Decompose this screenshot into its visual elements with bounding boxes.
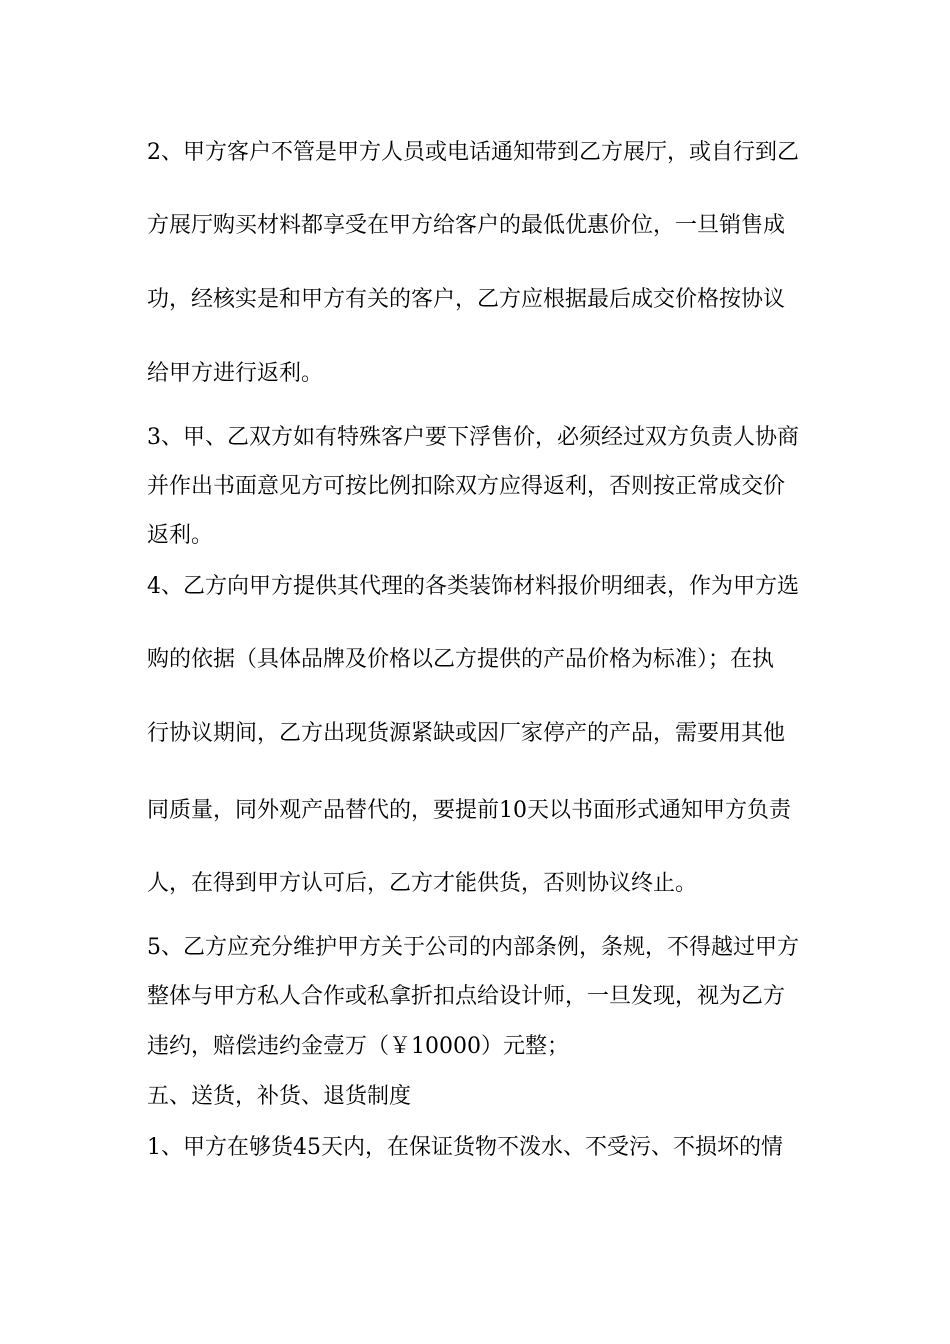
text-line: 同质量，同外观产品替代的，要提前10天以书面形式通知甲方负责	[147, 798, 791, 823]
section-heading: 五、送货，补货、退货制度	[147, 1084, 412, 1109]
text-line: 返利。	[147, 523, 214, 548]
text-line: 并作出书面意见方可按比例扣除双方应得返利，否则按正常成交价	[147, 474, 786, 499]
text-line: 2、甲方客户不管是甲方人员或电话通知带到乙方展厅，或自行到乙	[147, 140, 799, 165]
text-line: 4、乙方向甲方提供其代理的各类装饰材料报价明细表，作为甲方选	[147, 574, 799, 599]
text-line: 功，经核实是和甲方有关的客户，乙方应根据最后成交价格按协议	[147, 287, 786, 312]
text-line: 整体与甲方私人合作或私拿折扣点给设计师，一旦发现，视为乙方	[147, 984, 786, 1009]
text-line: 3、甲、乙双方如有特殊客户要下浮售价，必须经过双方负责人协商	[147, 425, 799, 450]
text-line: 违约，赔偿违约金壹万（￥10000）元整；	[147, 1034, 569, 1059]
text-line: 1、甲方在够货45天内，在保证货物不泼水、不受污、不损坏的情	[147, 1135, 783, 1160]
text-line: 人，在得到甲方认可后，乙方才能供货，否则协议终止。	[147, 871, 698, 896]
text-line: 给甲方进行返利。	[147, 361, 324, 386]
text-line: 购的依据（具体品牌及价格以乙方提供的产品价格为标准）；在执	[147, 647, 775, 672]
text-line: 行协议期间，乙方出现货源紧缺或因厂家停产的产品，需要用其他	[147, 721, 786, 746]
text-line: 方展厅购买材料都享受在甲方给客户的最低优惠价位，一旦销售成	[147, 213, 786, 238]
text-line: 5、乙方应充分维护甲方关于公司的内部条例，条规，不得越过甲方	[147, 935, 799, 960]
